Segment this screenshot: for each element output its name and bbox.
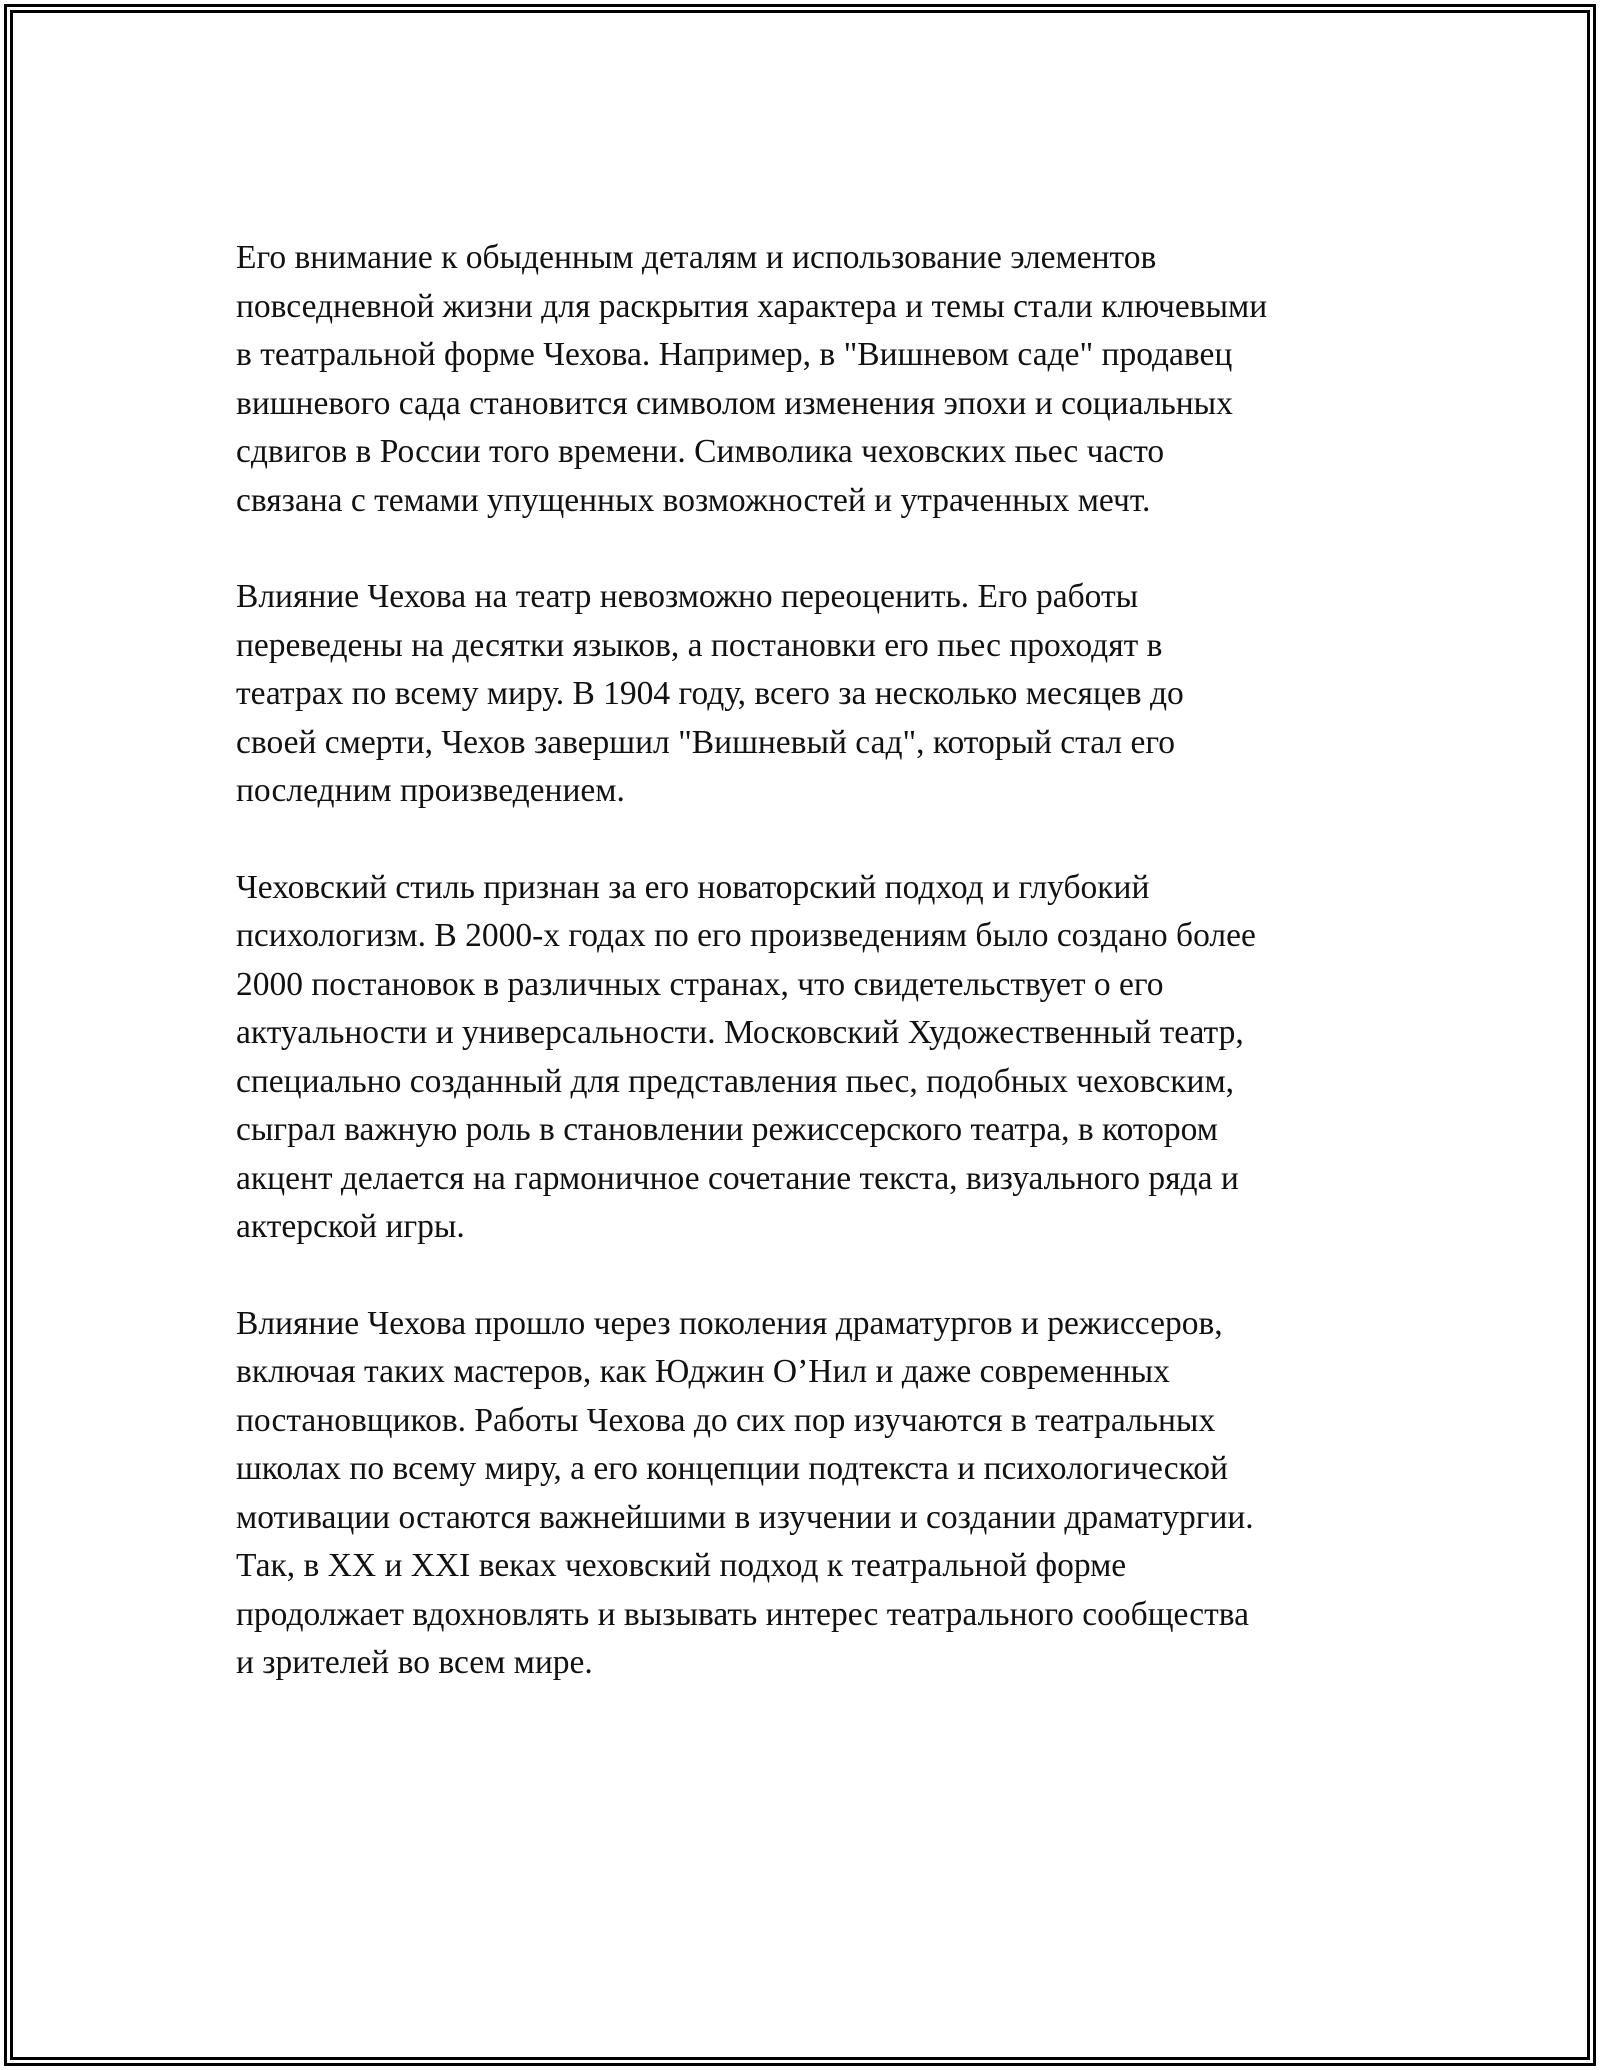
text-line: повседневной жизни для раскрытия характера и темы стали ключевыми bbox=[236, 287, 1268, 325]
text-line: Его внимание к обыденным деталям и использование элементов bbox=[236, 239, 1157, 276]
text-line: последним произведением. bbox=[236, 772, 625, 809]
text-line: школах по всему миру, а его концепции подтекста и психологической bbox=[236, 1450, 1228, 1487]
text-line: вишневого сада становится символом изменения эпохи и социальных bbox=[236, 384, 1233, 422]
text-line: мотивации остаются важнейшими в изучении и создании драматургии. bbox=[236, 1498, 1254, 1536]
text-line: Влияние Чехова на театр невозможно переоценить. Его работы bbox=[236, 578, 1139, 615]
text-line: Так, в XX и XXI веках чеховский подход к театральной форме bbox=[236, 1547, 1127, 1584]
text-line: и зрителей во всем мире. bbox=[236, 1644, 593, 1681]
text-line: актуальности и универсальности. Московский Художественный театр, bbox=[236, 1014, 1244, 1051]
paragraph-2 bbox=[236, 573, 1406, 816]
paragraph-4 bbox=[236, 1300, 1406, 1688]
text-line: 2000 постановок в различных странах, что свидетельствует о его bbox=[236, 965, 1164, 1003]
text-line: театрах по всему миру. В 1904 году, всего за несколько месяцев до bbox=[236, 675, 1184, 712]
text-line: актерской игры. bbox=[236, 1208, 465, 1245]
text-line: постановщиков. Работы Чехова до сих пор изучаются в театральных bbox=[236, 1401, 1216, 1439]
text-line: включая таких мастеров, как Юджин О’Нил и даже современных bbox=[236, 1353, 1170, 1390]
text-line: специально созданный для представления пьес, подобных чеховским, bbox=[236, 1062, 1235, 1100]
text-line: сдвигов в России того времени. Символика чеховских пьес часто bbox=[236, 433, 1165, 470]
text-line: связана с темами упущенных возможностей и утраченных мечт. bbox=[236, 481, 1151, 519]
text-line: своей смерти, Чехов завершил "Вишневый сад", который стал его bbox=[236, 723, 1175, 761]
text-line: Влияние Чехова прошло через поколения драматургов и режиссеров, bbox=[236, 1304, 1223, 1342]
document-body bbox=[236, 234, 1406, 1736]
text-line: Чеховский стиль признан за его новаторский подход и глубокий bbox=[236, 868, 1150, 906]
text-line: продолжает вдохновлять и вызывать интерес театрального сообщества bbox=[236, 1595, 1249, 1633]
text-line: психологизм. В 2000-х годах по его произведениям было создано более bbox=[236, 917, 1256, 954]
text-line: в театральной форме Чехова. Например, в "Вишневом саде" продавец bbox=[236, 336, 1233, 373]
text-line: сыграл важную роль в становлении режиссерского театра, в котором bbox=[236, 1111, 1218, 1148]
paragraph-1 bbox=[236, 234, 1406, 525]
paragraph-3 bbox=[236, 864, 1406, 1252]
text-line: акцент делается на гармоничное сочетание текста, визуального ряда и bbox=[236, 1159, 1239, 1197]
text-line: переведены на десятки языков, а постановки его пьес проходят в bbox=[236, 626, 1163, 664]
